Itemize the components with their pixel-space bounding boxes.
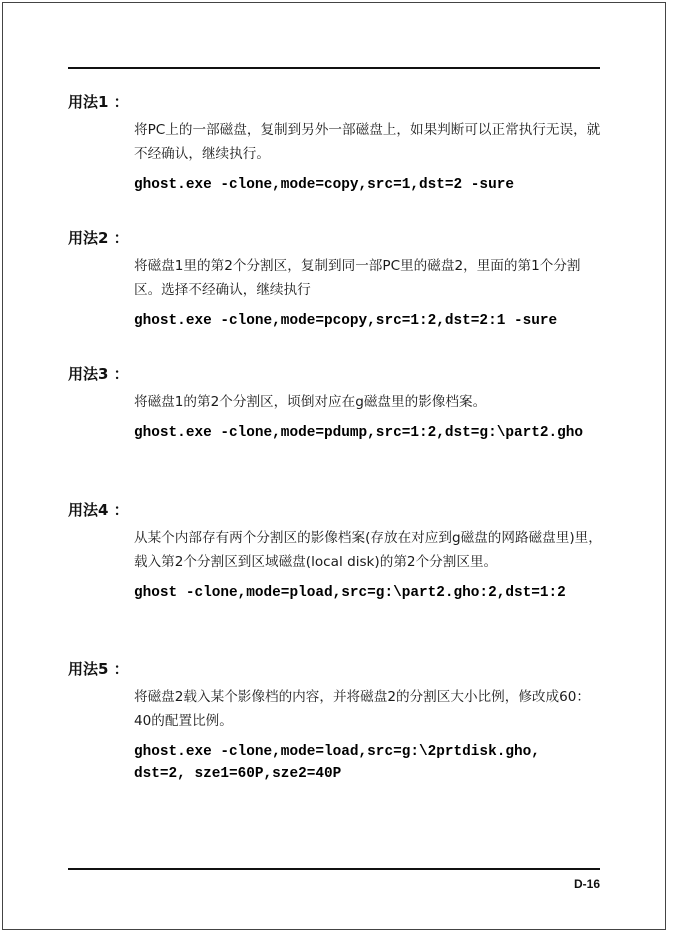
usage-description: 将PC上的一部磁盘，复制到另外一部磁盘上，如果判断可以正常执行无误，就不经确认，继续执行。 bbox=[134, 122, 601, 162]
usage-command: ghost.exe -clone,mode=load,src=g:\2prtdisk.gho, dst=2, sze1=60P,sze2=40P bbox=[134, 744, 540, 782]
usage-heading: 用法2 ： bbox=[68, 229, 129, 247]
usage-description: 从某个内部存有两个分割区的影像档案(存放在对应到g磁盘的网路磁盘里)里，载入第2个分割区到区域磁盘(local disk)的第2个分割区里。 bbox=[134, 530, 602, 570]
usage-description: 将磁盘2载入某个影像档的内容，并将磁盘2的分割区大小比例，修改成60：40的配置比例。 bbox=[134, 689, 590, 729]
usage-command: ghost -clone,mode=pload,src=g:\part2.gho:2,dst=1:2 bbox=[134, 585, 566, 601]
usage-description: 将磁盘1的第2个分割区，顷倒对应在g磁盘里的影像档案。 bbox=[134, 394, 487, 410]
usage-heading: 用法1 ： bbox=[68, 93, 129, 111]
usage-command: ghost.exe -clone,mode=pcopy,src=1:2,dst=2:1 -sure bbox=[134, 313, 558, 329]
usage-description: 将磁盘1里的第2个分割区，复制到同一部PC里的磁盘2，里面的第1个分割区。选择不经确认，继续执行 bbox=[134, 258, 581, 298]
usage-section-4 bbox=[68, 500, 608, 604]
footer-rule bbox=[68, 868, 600, 870]
header-rule bbox=[68, 67, 600, 69]
usage-section-5 bbox=[68, 659, 608, 785]
usage-command: ghost.exe -clone,mode=copy,src=1,dst=2 -sure bbox=[134, 177, 514, 193]
page-number: D-16 bbox=[573, 877, 600, 891]
usage-command: ghost.exe -clone,mode=pdump,src=1:2,dst=g:\part2.gho bbox=[134, 425, 584, 441]
usage-heading: 用法4 ： bbox=[68, 501, 129, 519]
usage-heading: 用法5 ： bbox=[68, 660, 129, 678]
usage-heading: 用法3 ： bbox=[68, 365, 129, 383]
usage-section-1 bbox=[68, 92, 608, 196]
usage-section-3 bbox=[68, 364, 608, 444]
usage-section-2 bbox=[68, 228, 608, 332]
